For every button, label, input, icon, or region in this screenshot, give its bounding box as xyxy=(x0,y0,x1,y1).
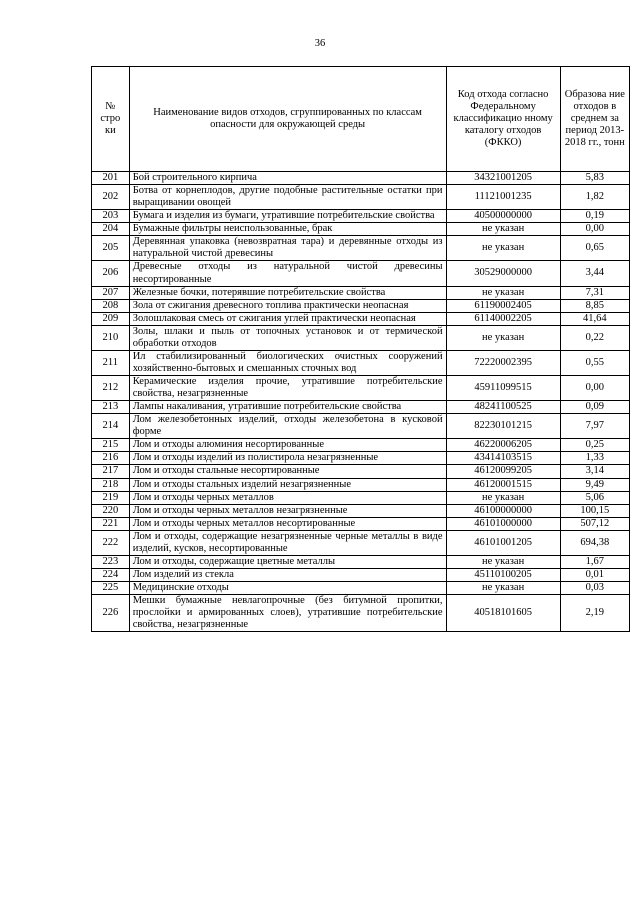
table-row xyxy=(92,504,630,517)
row-number: 226 xyxy=(92,595,130,632)
waste-name: Медицинские отходы xyxy=(129,582,446,595)
average-generation: 7,97 xyxy=(560,414,629,439)
fkko-code: не указан xyxy=(446,491,560,504)
average-generation: 1,82 xyxy=(560,185,629,210)
waste-name: Лом и отходы стальные несортированные xyxy=(129,465,446,478)
row-number: 201 xyxy=(92,172,130,185)
fkko-code: 46100000000 xyxy=(446,504,560,517)
row-number: 204 xyxy=(92,223,130,236)
table-body xyxy=(92,172,630,632)
average-generation: 100,15 xyxy=(560,504,629,517)
row-number: 217 xyxy=(92,465,130,478)
table-row xyxy=(92,555,630,568)
table-row xyxy=(92,223,630,236)
row-number: 216 xyxy=(92,452,130,465)
fkko-code: 46120099205 xyxy=(446,465,560,478)
row-number: 215 xyxy=(92,439,130,452)
fkko-code: 46220006205 xyxy=(446,439,560,452)
average-generation: 0,25 xyxy=(560,439,629,452)
average-generation: 5,83 xyxy=(560,172,629,185)
fkko-code: 72220002395 xyxy=(446,350,560,375)
average-generation: 2,19 xyxy=(560,595,629,632)
waste-name: Лом и отходы черных металлов несортированные xyxy=(129,517,446,530)
table-row xyxy=(92,401,630,414)
fkko-code: 46120001515 xyxy=(446,478,560,491)
row-number: 222 xyxy=(92,530,130,555)
table-row xyxy=(92,350,630,375)
waste-name: Золы, шлаки и пыль от топочных установок и от термической обработки отходов xyxy=(129,325,446,350)
fkko-code: 30529000000 xyxy=(446,261,560,286)
average-generation: 0,09 xyxy=(560,401,629,414)
fkko-code: 45110100205 xyxy=(446,568,560,581)
average-generation: 3,44 xyxy=(560,261,629,286)
table-row xyxy=(92,236,630,261)
row-number: 219 xyxy=(92,491,130,504)
waste-name: Лом и отходы черных металлов незагрязненные xyxy=(129,504,446,517)
average-generation: 0,65 xyxy=(560,236,629,261)
row-number: 212 xyxy=(92,376,130,401)
table-row xyxy=(92,312,630,325)
table-row xyxy=(92,439,630,452)
table-row xyxy=(92,210,630,223)
header-row-number: № стро ки xyxy=(92,67,130,172)
average-generation: 0,19 xyxy=(560,210,629,223)
fkko-code: не указан xyxy=(446,555,560,568)
table-row xyxy=(92,595,630,632)
average-generation: 0,55 xyxy=(560,350,629,375)
fkko-code: 61190002405 xyxy=(446,299,560,312)
header-average-generation: Образова ние отходов в среднем за период 2013-2018 гг., тонн xyxy=(560,67,629,172)
row-number: 208 xyxy=(92,299,130,312)
waste-name: Лом железобетонных изделий, отходы железобетона в кусковой форме xyxy=(129,414,446,439)
row-number: 210 xyxy=(92,325,130,350)
table-header-row xyxy=(92,67,630,172)
fkko-code: 46101001205 xyxy=(446,530,560,555)
waste-name: Бумага и изделия из бумаги, утратившие потребительские свойства xyxy=(129,210,446,223)
waste-name: Лом и отходы алюминия несортированные xyxy=(129,439,446,452)
waste-name: Лом и отходы, содержащие незагрязненные черные металлы в виде изделий, кусков, несортированные xyxy=(129,530,446,555)
row-number: 218 xyxy=(92,478,130,491)
row-number: 213 xyxy=(92,401,130,414)
table-row xyxy=(92,452,630,465)
page-number: 36 xyxy=(314,38,326,49)
waste-name: Лом и отходы черных металлов xyxy=(129,491,446,504)
average-generation: 507,12 xyxy=(560,517,629,530)
fkko-code: 11121001235 xyxy=(446,185,560,210)
average-generation: 1,67 xyxy=(560,555,629,568)
fkko-code: 45911099515 xyxy=(446,376,560,401)
table-row xyxy=(92,299,630,312)
header-fkko-code: Код отхода согласно Федеральному классификацио нному каталогу отходов (ФККО) xyxy=(446,67,560,172)
row-number: 211 xyxy=(92,350,130,375)
fkko-code: не указан xyxy=(446,223,560,236)
waste-table xyxy=(91,66,630,632)
table-row xyxy=(92,568,630,581)
fkko-code: 40518101605 xyxy=(446,595,560,632)
average-generation: 0,00 xyxy=(560,376,629,401)
waste-name: Мешки бумажные невлагопрочные (без битумной пропитки, прослойки и армированных слоев), утратившие потребительские свойства, незагрязненные xyxy=(129,595,446,632)
average-generation: 0,01 xyxy=(560,568,629,581)
average-generation: 694,38 xyxy=(560,530,629,555)
waste-name: Лом изделий из стекла xyxy=(129,568,446,581)
average-generation: 41,64 xyxy=(560,312,629,325)
waste-name: Лом и отходы, содержащие цветные металлы xyxy=(129,555,446,568)
average-generation: 0,22 xyxy=(560,325,629,350)
waste-name: Бой строительного кирпича xyxy=(129,172,446,185)
average-generation: 9,49 xyxy=(560,478,629,491)
fkko-code: 40500000000 xyxy=(446,210,560,223)
fkko-code: не указан xyxy=(446,236,560,261)
row-number: 224 xyxy=(92,568,130,581)
table-row xyxy=(92,172,630,185)
row-number: 207 xyxy=(92,286,130,299)
table-row xyxy=(92,491,630,504)
waste-name: Лом и отходы стальных изделий незагрязненные xyxy=(129,478,446,491)
table-row xyxy=(92,582,630,595)
waste-name: Древесные отходы из натуральной чистой древесины несортированные xyxy=(129,261,446,286)
waste-name: Ботва от корнеплодов, другие подобные растительные остатки при выращивании овощей xyxy=(129,185,446,210)
average-generation: 7,31 xyxy=(560,286,629,299)
row-number: 202 xyxy=(92,185,130,210)
waste-name: Бумажные фильтры неиспользованные, брак xyxy=(129,223,446,236)
waste-name: Деревянная упаковка (невозвратная тара) и деревянные отходы из натуральной чистой древесины xyxy=(129,236,446,261)
row-number: 206 xyxy=(92,261,130,286)
fkko-code: 48241100525 xyxy=(446,401,560,414)
row-number: 214 xyxy=(92,414,130,439)
waste-name: Лом и отходы изделий из полистирола незагрязненные xyxy=(129,452,446,465)
fkko-code: 34321001205 xyxy=(446,172,560,185)
table-row xyxy=(92,185,630,210)
table-row xyxy=(92,517,630,530)
average-generation: 3,14 xyxy=(560,465,629,478)
waste-name: Лампы накаливания, утратившие потребительские свойства xyxy=(129,401,446,414)
fkko-code: 43414103515 xyxy=(446,452,560,465)
row-number: 221 xyxy=(92,517,130,530)
waste-name: Зола от сжигания древесного топлива практически неопасная xyxy=(129,299,446,312)
table-row xyxy=(92,376,630,401)
row-number: 205 xyxy=(92,236,130,261)
average-generation: 1,33 xyxy=(560,452,629,465)
row-number: 223 xyxy=(92,555,130,568)
row-number: 209 xyxy=(92,312,130,325)
table-row xyxy=(92,465,630,478)
fkko-code: не указан xyxy=(446,325,560,350)
row-number: 203 xyxy=(92,210,130,223)
table-row xyxy=(92,478,630,491)
table-row xyxy=(92,414,630,439)
average-generation: 0,03 xyxy=(560,582,629,595)
row-number: 225 xyxy=(92,582,130,595)
table-row xyxy=(92,325,630,350)
fkko-code: не указан xyxy=(446,286,560,299)
fkko-code: не указан xyxy=(446,582,560,595)
header-waste-name: Наименование видов отходов, сгруппированных по классам опасности для окружающей среды xyxy=(129,67,446,172)
average-generation: 5,06 xyxy=(560,491,629,504)
table-row xyxy=(92,286,630,299)
row-number: 220 xyxy=(92,504,130,517)
fkko-code: 61140002205 xyxy=(446,312,560,325)
waste-name: Ил стабилизированный биологических очистных сооружений хозяйственно-бытовых и смешанных сточных вод xyxy=(129,350,446,375)
table-row xyxy=(92,261,630,286)
fkko-code: 82230101215 xyxy=(446,414,560,439)
waste-name: Железные бочки, потерявшие потребительские свойства xyxy=(129,286,446,299)
average-generation: 0,00 xyxy=(560,223,629,236)
fkko-code: 46101000000 xyxy=(446,517,560,530)
waste-name: Золошлаковая смесь от сжигания углей практически неопасная xyxy=(129,312,446,325)
waste-name: Керамические изделия прочие, утратившие потребительские свойства, незагрязненные xyxy=(129,376,446,401)
table-row xyxy=(92,530,630,555)
average-generation: 8,85 xyxy=(560,299,629,312)
